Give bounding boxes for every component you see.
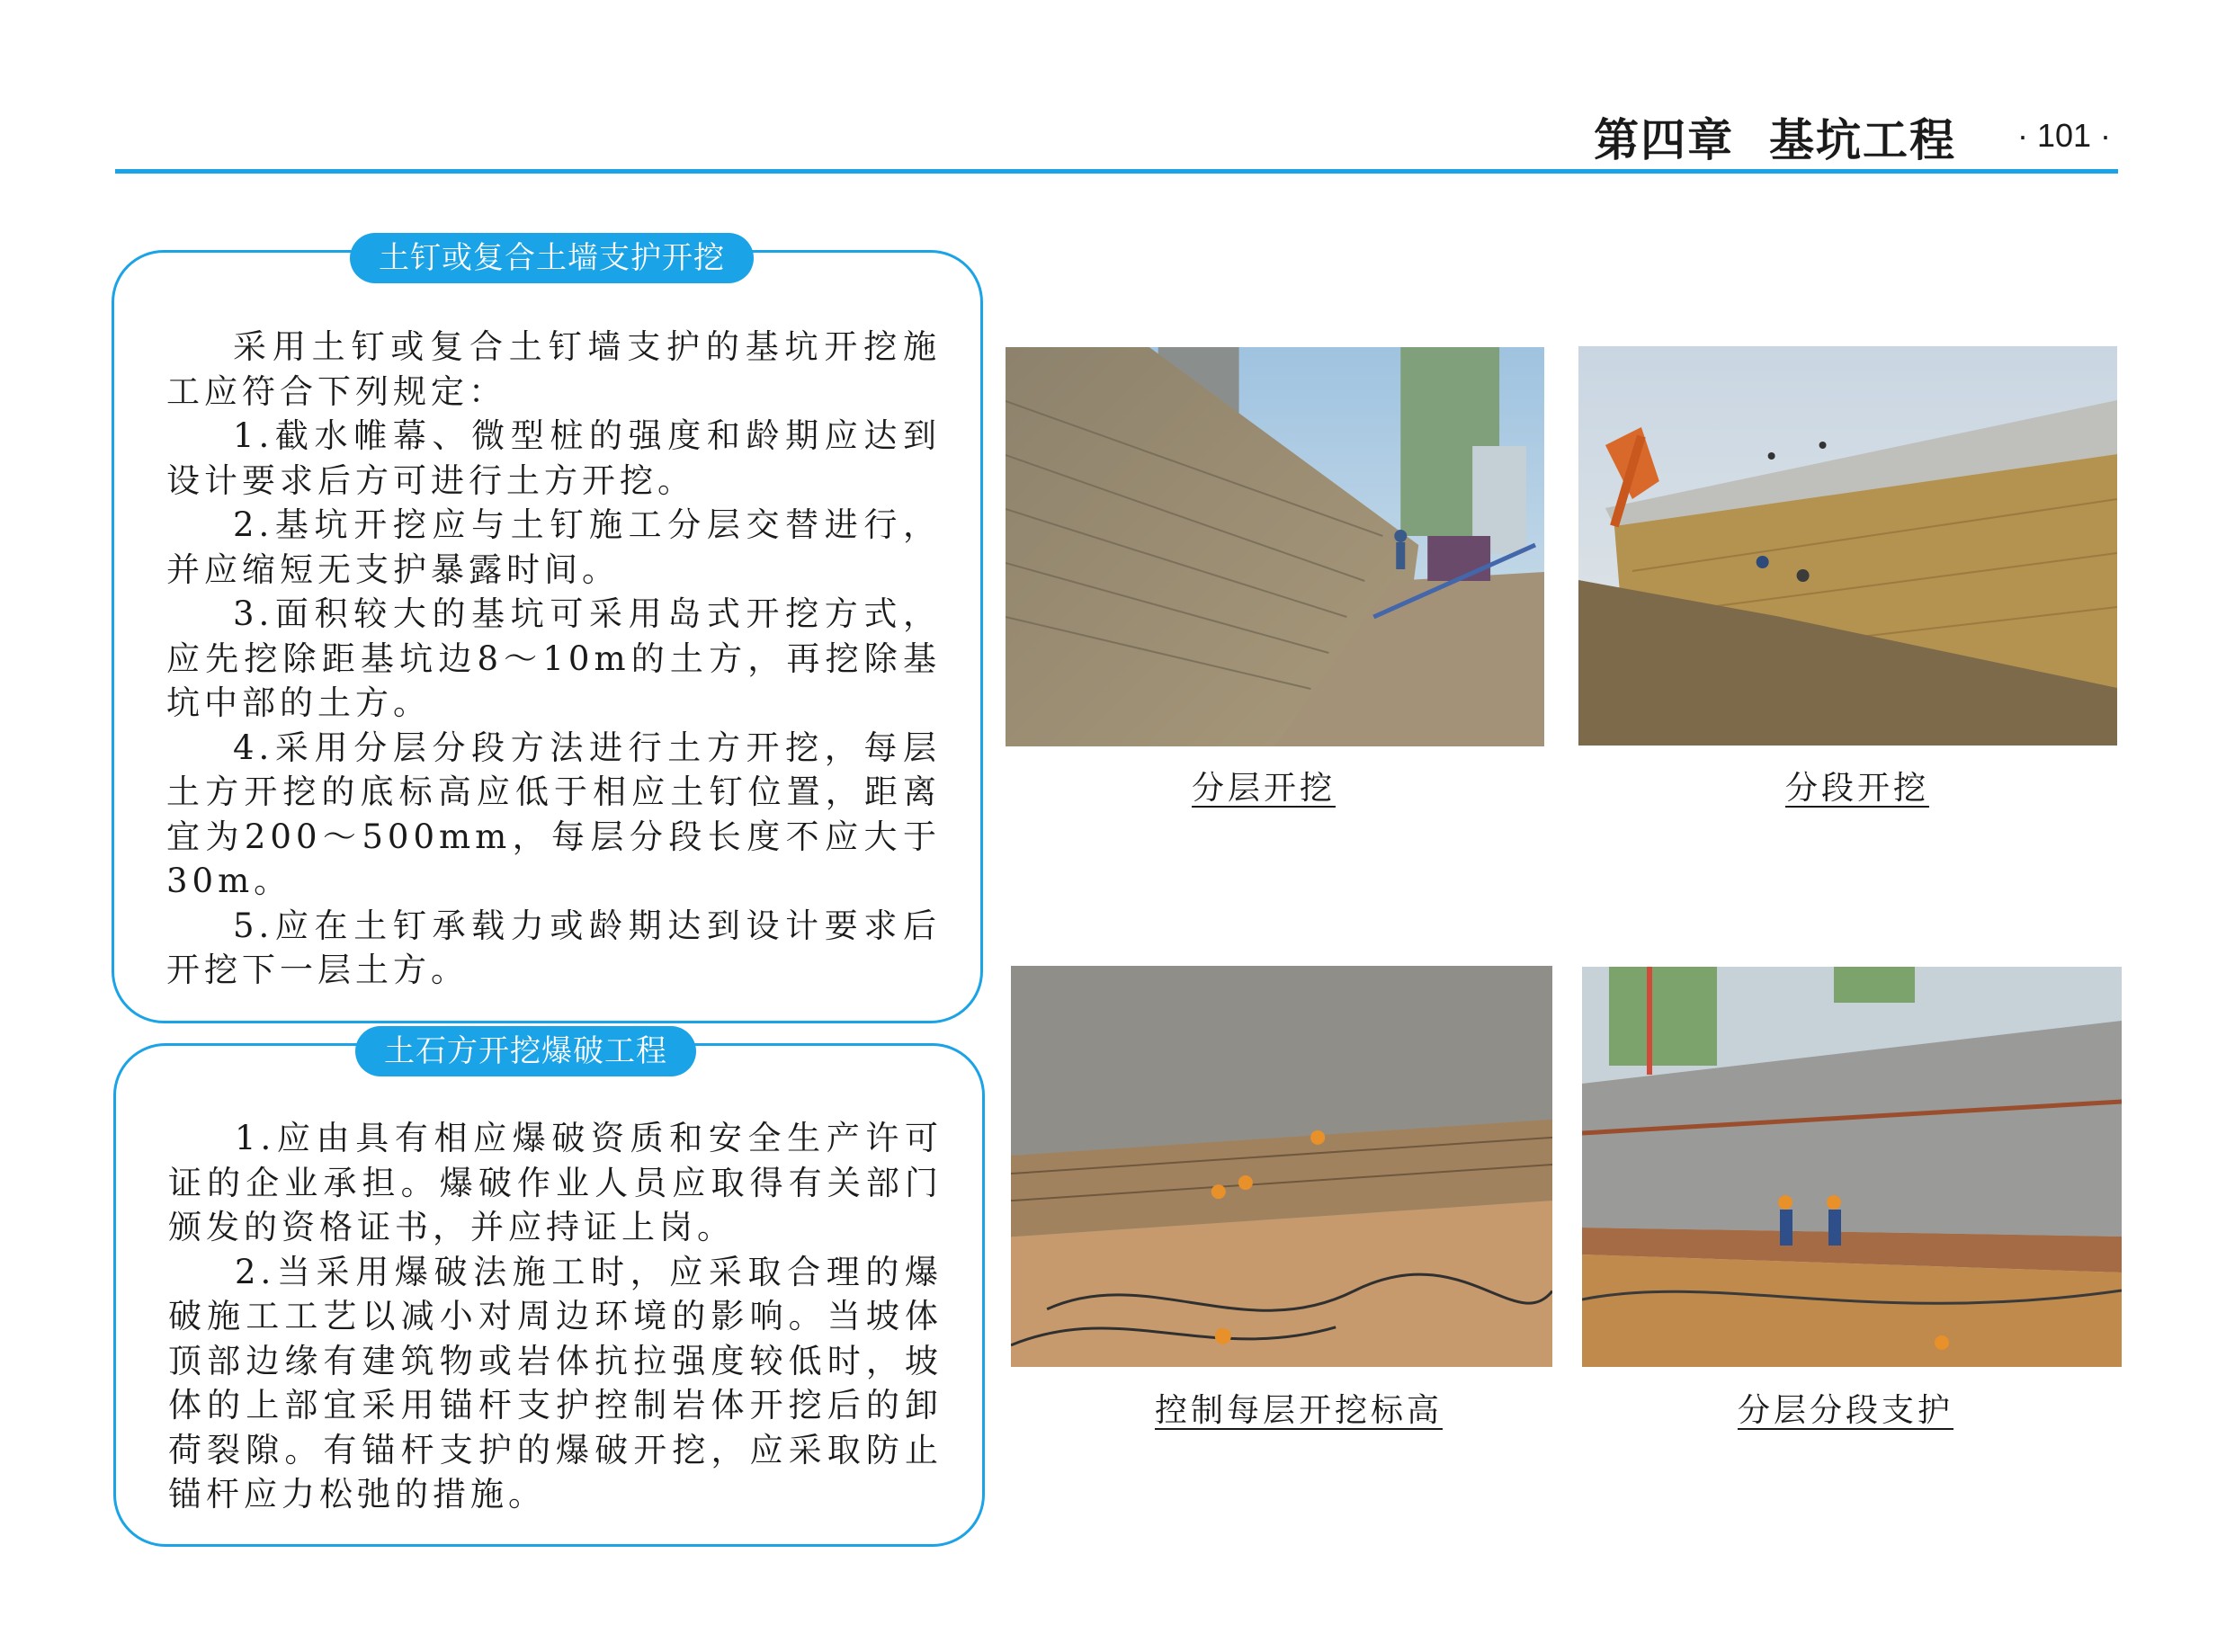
photo-caption: 控制每层开挖标高: [1154, 1392, 1444, 1429]
photo-excavation-layered: [1006, 347, 1544, 746]
photo-excavation-segmented: [1578, 346, 2117, 746]
section-body: [168, 1116, 943, 1517]
photo-caption: 分层分段支护: [1737, 1392, 1954, 1429]
section-title: 土钉或复合土墙支护开挖: [350, 233, 754, 283]
paragraph: 采用土钉或复合土钉墙支护的基坑开挖施工应符合下列规定：: [166, 327, 941, 411]
paragraph: 2.基坑开挖应与土钉施工分层交替进行，并应缩短无支护暴露时间。: [166, 505, 941, 589]
photo-caption: 分段开挖: [1784, 770, 1930, 807]
paragraph: 4.采用分层分段方法进行土方开挖，每层土方开挖的底标高应低于相应土钉位置，距离宜为200～500mm，每层分段长度不应大于30m。: [166, 728, 941, 900]
photo-layered-support: [1582, 967, 2122, 1367]
section-body: [166, 325, 941, 993]
page-header: [115, 101, 2118, 174]
paragraph: 5.应在土钉承载力或龄期达到设计要求后开挖下一层土方。: [166, 906, 941, 989]
page-number: · 101 ·: [2016, 117, 2111, 154]
header-rule: [115, 169, 2118, 174]
photo-caption: 分层开挖: [1191, 770, 1336, 807]
section-soil-nail-excavation: [112, 240, 983, 1023]
chapter-title: 第四章 基坑工程: [1594, 114, 1956, 166]
paragraph: 2.当采用爆破法施工时，应采取合理的爆破施工工艺以减小对周边环境的影响。当坡体顶部边缘有建筑物或岩体抗拉强度较低时，坡体的上部宜采用锚杆支护控制岩体开挖后的卸荷裂隙。有锚杆支护的爆破开挖，应采取防止锚杆应力松弛的措施。: [168, 1252, 943, 1514]
paragraph: 3.面积较大的基坑可采用岛式开挖方式，应先挖除距基坑边8～10m的土方，再挖除基坑中部的土方。: [166, 594, 941, 722]
photo-elevation-control: [1011, 966, 1552, 1367]
paragraph: 1.截水帷幕、微型桩的强度和龄期应达到设计要求后方可进行土方开挖。: [166, 416, 941, 500]
section-blasting-excavation: [113, 1033, 985, 1547]
paragraph: 1.应由具有相应爆破资质和安全生产许可证的企业承担。爆破作业人员应取得有关部门颁发的资格证书，并应持证上岗。: [168, 1119, 943, 1246]
section-title: 土石方开挖爆破工程: [355, 1026, 696, 1076]
